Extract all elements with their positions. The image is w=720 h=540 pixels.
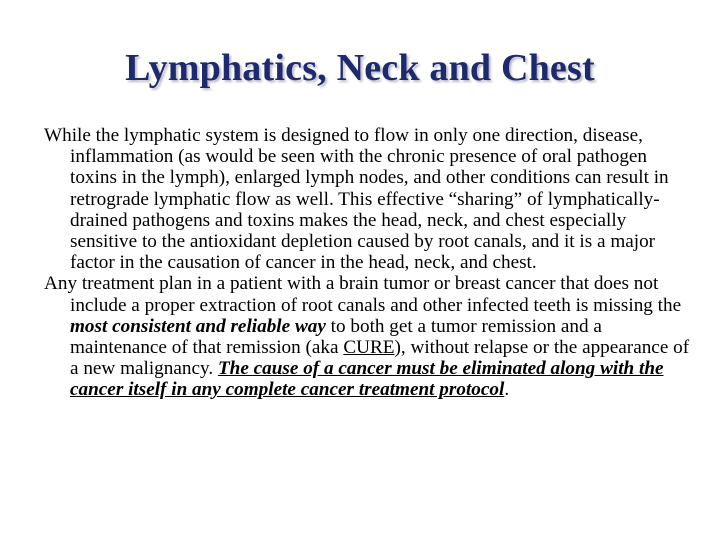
- emphasis-most-consistent: most consistent and reliable way: [70, 315, 326, 337]
- paragraph-treatment-plan: [44, 273, 694, 400]
- paragraph-text-part2: to both get a tumor remission and a maintenance of that remission (aka: [70, 315, 602, 359]
- paragraph-lymphatic-flow: While the lymphatic system is designed to flow in only one direction, disease, inflammation (as would be seen with the chronic presence of oral pathogen toxins in the lymph), enlarged lymph nodes, and other conditions can result in retrograde lymphatic flow as well. This effective “sharing” of lymphatically-drained pathogens and toxins makes the head, neck, and chest especially sensitive to the antioxidant depletion caused by root canals, and it is a major factor in the causation of cancer in the head, neck, and chest.: [44, 125, 669, 274]
- slide-title: Lymphatics, Neck and Chest: [125, 47, 595, 89]
- slide-body: [44, 125, 694, 401]
- conclusion-statement: The cause of a cancer must be eliminated along with the cancer itself in any complete cancer treatment protocol: [70, 358, 664, 401]
- cure-underlined: CURE: [343, 337, 395, 359]
- paragraph-end-period: .: [504, 379, 510, 401]
- paragraph-text-part3: ), without relapse or the appearance of a new malignancy.: [70, 337, 690, 380]
- paragraph-text-part1: Any treatment plan in a patient with a brain tumor or breast cancer that does not include a proper extraction of root canals and other infected teeth is missing the: [44, 273, 682, 316]
